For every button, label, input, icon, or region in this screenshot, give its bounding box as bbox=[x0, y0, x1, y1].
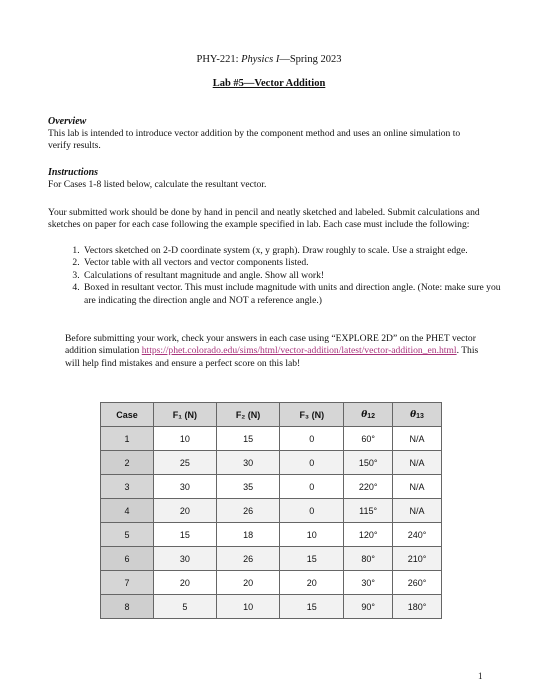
table-row bbox=[101, 595, 442, 619]
requirements-list bbox=[48, 245, 506, 307]
cell-f1: 20 bbox=[154, 571, 217, 595]
table-row bbox=[101, 523, 442, 547]
requirement-item: 4. Boxed in resultant vector. This must include magnitude with units and direction angle. (Note: make sure you are indicating the direction angle and NOT a reference angle.) bbox=[82, 282, 506, 307]
phet-paragraph: Before submitting your work, check your answers in each case using “EXPLORE 2D” on the PHET vector addition simulation https://phet.colorado.edu/sims/html/vector-addition/latest/vector-addition_en.html. This will help find mistakes and ensure a perfect score on this lab! bbox=[65, 333, 479, 369]
cell-theta13: 210° bbox=[393, 547, 442, 571]
table-row bbox=[101, 547, 442, 571]
cell-f3: 0 bbox=[280, 475, 344, 499]
cell-case: 3 bbox=[101, 475, 154, 499]
instructions-heading: Instructions bbox=[48, 167, 99, 178]
cell-f1: 5 bbox=[154, 595, 217, 619]
cell-theta12: 80° bbox=[344, 547, 393, 571]
table-row bbox=[101, 475, 442, 499]
cell-f1: 25 bbox=[154, 451, 217, 475]
cell-f2: 26 bbox=[216, 547, 280, 571]
cell-case: 2 bbox=[101, 451, 154, 475]
cell-f2: 18 bbox=[216, 523, 280, 547]
cell-theta13: N/A bbox=[393, 427, 442, 451]
cell-theta13: 240° bbox=[393, 523, 442, 547]
cell-theta12: 150° bbox=[344, 451, 393, 475]
cell-f2: 15 bbox=[216, 427, 280, 451]
cell-f3: 15 bbox=[280, 595, 344, 619]
vector-cases-table bbox=[100, 402, 442, 619]
table-row bbox=[101, 571, 442, 595]
cell-case: 5 bbox=[101, 523, 154, 547]
cell-theta13: 180° bbox=[393, 595, 442, 619]
lab-title: Lab #5—Vector Addition bbox=[212, 78, 326, 89]
page-number: 1 bbox=[478, 671, 483, 681]
requirement-item: 1. Vectors sketched on 2-D coordinate system (x, y graph). Draw roughly to scale. Use a straight edge. bbox=[82, 245, 506, 257]
cell-theta12: 115° bbox=[344, 499, 393, 523]
submission-text: Your submitted work should be done by hand in pencil and neatly sketched and labeled. Submit calculations and sketches on paper for each case following the example specified in lab. Each case must include the following: bbox=[48, 207, 480, 231]
cell-theta12: 30° bbox=[344, 571, 393, 595]
cell-f1: 15 bbox=[154, 523, 217, 547]
column-header-f2: F₂ (N) bbox=[216, 403, 280, 427]
cell-theta13: N/A bbox=[393, 475, 442, 499]
requirement-item: 3. Calculations of resultant magnitude and angle. Show all work! bbox=[82, 270, 506, 282]
cell-f3: 10 bbox=[280, 523, 344, 547]
column-header-f3: F₃ (N) bbox=[280, 403, 344, 427]
cell-theta13: 260° bbox=[393, 571, 442, 595]
column-header-theta13: θ13 bbox=[393, 403, 442, 427]
cell-theta12: 90° bbox=[344, 595, 393, 619]
requirement-item: 2. Vector table with all vectors and vector components listed. bbox=[82, 257, 506, 269]
cell-theta13: N/A bbox=[393, 451, 442, 475]
cell-case: 4 bbox=[101, 499, 154, 523]
cell-f3: 20 bbox=[280, 571, 344, 595]
cell-case: 1 bbox=[101, 427, 154, 451]
cell-f2: 20 bbox=[216, 571, 280, 595]
cell-f3: 0 bbox=[280, 427, 344, 451]
cell-case: 6 bbox=[101, 547, 154, 571]
course-title: PHY-221: Physics I—Spring 2023 bbox=[196, 54, 342, 65]
column-header-f1: F₁ (N) bbox=[154, 403, 217, 427]
phet-simulation-link[interactable]: https://phet.colorado.edu/sims/html/vector-addition/latest/vector-addition_en.html bbox=[141, 345, 457, 357]
cell-theta12: 120° bbox=[344, 523, 393, 547]
cell-theta12: 60° bbox=[344, 427, 393, 451]
cell-f2: 30 bbox=[216, 451, 280, 475]
cell-f3: 0 bbox=[280, 499, 344, 523]
cell-theta12: 220° bbox=[344, 475, 393, 499]
column-header-theta12: θ12 bbox=[344, 403, 393, 427]
cell-case: 7 bbox=[101, 571, 154, 595]
table-header-row bbox=[101, 403, 442, 427]
table-row bbox=[101, 451, 442, 475]
cell-f1: 20 bbox=[154, 499, 217, 523]
overview-heading: Overview bbox=[48, 116, 87, 127]
table-row bbox=[101, 499, 442, 523]
cell-f1: 30 bbox=[154, 475, 217, 499]
column-header-case: Case bbox=[101, 403, 154, 427]
overview-text: This lab is intended to introduce vector addition by the component method and uses an online simulation to verify results. bbox=[48, 128, 461, 152]
cell-f2: 26 bbox=[216, 499, 280, 523]
instructions-text: For Cases 1-8 listed below, calculate the resultant vector. bbox=[48, 179, 267, 190]
cell-f2: 10 bbox=[216, 595, 280, 619]
cell-f3: 15 bbox=[280, 547, 344, 571]
cell-case: 8 bbox=[101, 595, 154, 619]
cell-f1: 30 bbox=[154, 547, 217, 571]
cell-f2: 35 bbox=[216, 475, 280, 499]
table-row bbox=[101, 427, 442, 451]
cell-theta13: N/A bbox=[393, 499, 442, 523]
cell-f1: 10 bbox=[154, 427, 217, 451]
cell-f3: 0 bbox=[280, 451, 344, 475]
